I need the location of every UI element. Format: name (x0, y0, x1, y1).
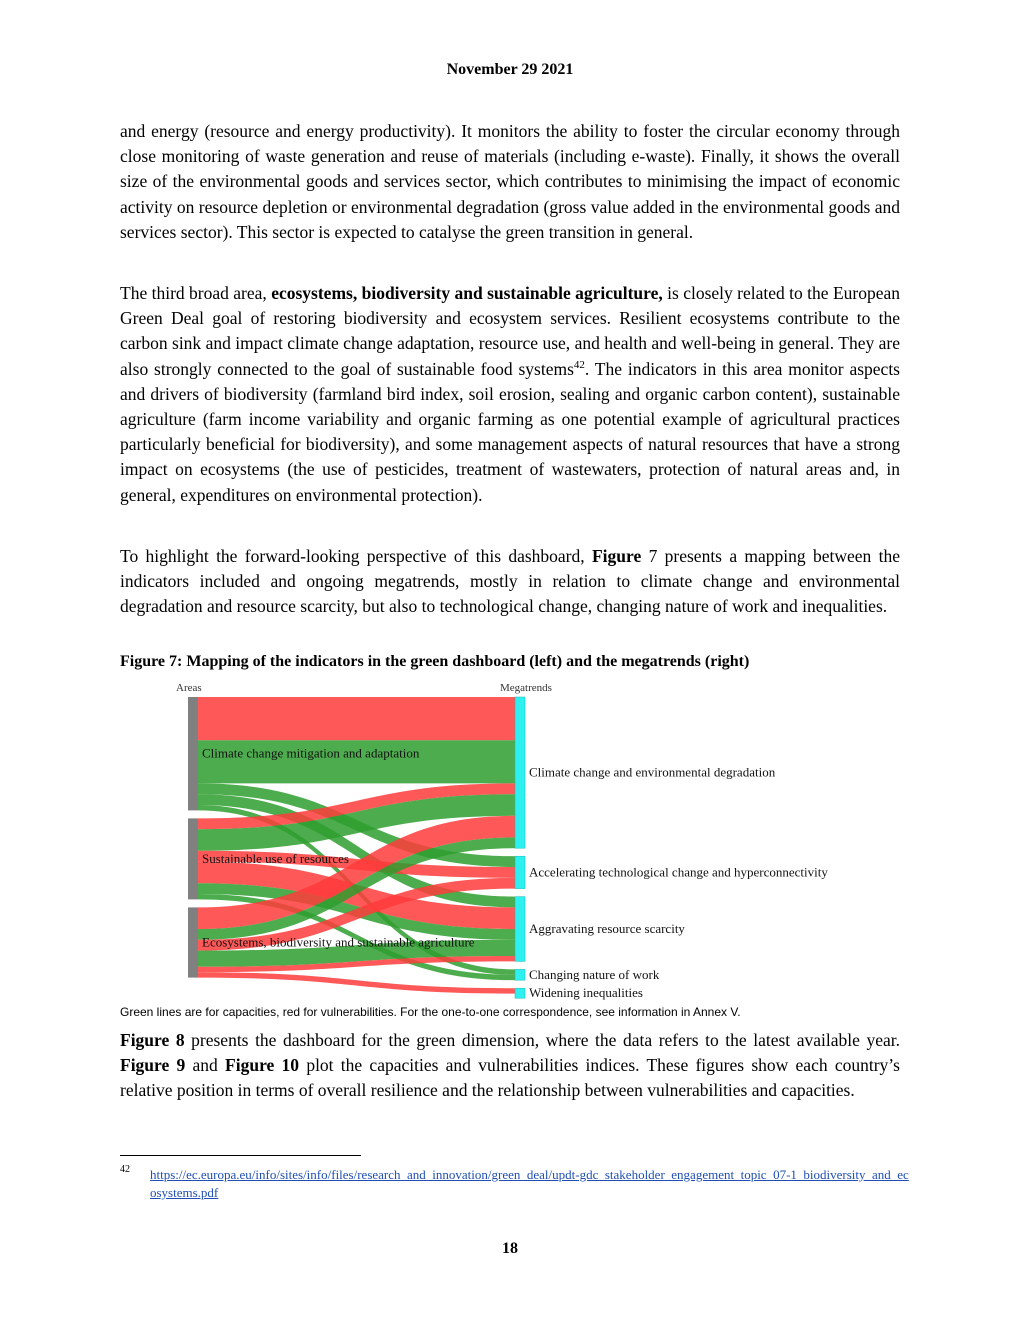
paragraph-4-text-b: and (185, 1055, 226, 1076)
paragraph-3-text-b: 7 presents a mapping between the indicators included and ongoing megatrends, mostly in relation to climate change and environmental degradation and resource scarcity, but also to technological change, changing nature of work and inequalities. (120, 546, 900, 617)
target-label-1: Accelerating technological change and hyperconnectivity (529, 864, 828, 880)
paragraph-2-text-a: The third broad area, (120, 283, 272, 303)
figure-title: Figure 7: Mapping of the indicators in the green dashboard (left) and the megatrends (right) (120, 653, 750, 670)
sankey-chart (160, 676, 880, 1001)
paragraph-4-text-a: presents the dashboard for the green dimension, where the data refers to the latest available year. (184, 1030, 900, 1050)
paragraph-4 (120, 1028, 900, 1104)
paragraph-2 (120, 281, 900, 508)
target-label-2: Aggravating resource scarcity (529, 921, 685, 936)
target-node-0 (515, 697, 525, 848)
paragraph-2-bold: ecosystems, biodiversity and sustainable agriculture, (271, 283, 663, 303)
target-label-3: Changing nature of work (529, 966, 660, 982)
target-label-0: Climate change and environmental degradation (529, 764, 776, 780)
paragraph-4-figure10-ref: Figure 10 (225, 1055, 300, 1076)
left-header: Areas (176, 682, 202, 694)
source-label-2: Ecosystems, biodiversity and sustainable agriculture (202, 934, 475, 950)
page-number: 18 (502, 1240, 518, 1257)
source-node-1 (188, 818, 198, 899)
paragraph-3-text-a: To highlight the forward-looking perspective of this dashboard, (120, 546, 592, 566)
footnote-ref-42[interactable]: 42 (573, 358, 585, 371)
source-label-1: Sustainable use of resources (202, 850, 349, 866)
source-node-2 (188, 907, 198, 977)
paragraph-4-figure8-ref: Figure 8 (120, 1030, 185, 1050)
footnote-divider (120, 1155, 361, 1156)
target-node-3 (515, 969, 525, 980)
footnote-number: 42 (120, 1164, 130, 1175)
paragraph-2-text-b: is closely related to the European Green Deal goal of restoring biodiversity and ecosystem services. Resilient ecosystems contribute to the carbon sink and impact climate change adaptation, resource use, and health and well-being in general. They are also strongly connected to the goal of sustainable food systems (120, 283, 900, 379)
paragraph-1: and energy (resource and energy productivity). It monitors the ability to foster the circular economy through close monitoring of waste generation and reuse of materials (including e-waste). Finally, it shows the overall size of the environmental goods and services sector, which contributes to minimising the impact of economic activity on resource depletion or environmental degradation (gross value added in the environmental goods and services sector). This sector is expected to catalyse the green transition in general. (120, 121, 900, 242)
target-node-2 (515, 897, 525, 962)
right-header: Megatrends (500, 682, 552, 694)
sankey-link-vulnerability-0 (198, 697, 515, 740)
footnote-link[interactable]: https://ec.europa.eu/info/sites/info/files/research_and_innovation/green_deal/updt-gdc_stakeholder_engagement_topic_07-1_biodiversity_and_ecosystems.pdf (150, 1167, 909, 1200)
page-header-date: November 29 2021 (446, 61, 574, 78)
target-label-4: Widening inequalities (529, 985, 643, 1001)
paragraph-3-figure-ref: Figure (591, 546, 642, 566)
paragraph-3 (120, 544, 900, 620)
paragraph-4-figure9-ref: Figure 9 (120, 1055, 186, 1076)
figure-note: Green lines are for capacities, red for vulnerabilities. For the one-to-one correspondence, see information in Annex V. (120, 1005, 741, 1019)
target-node-4 (515, 988, 525, 998)
target-node-1 (515, 856, 525, 888)
paragraph-4-text-c: plot the capacities and vulnerabilities indices. These figures show each country’s relative position in terms of overall resilience and the relationship between vulnerabilities and capacities. (120, 1055, 900, 1101)
paragraph-2-text-c: . The indicators in this area monitor aspects and drivers of biodiversity (farmland bird index, soil erosion, sealing and organic carbon content), sustainable agriculture (farm income variability and organic farming as one potential example of agricultural practices particularly beneficial for biodiversity), and some management aspects of natural resources that have a strong impact on ecosystems (the use of pesticides, treatment of wastewaters, protection of natural areas and, in general, expenditures on environmental protection). (120, 358, 900, 505)
source-node-0 (188, 697, 198, 810)
source-label-0: Climate change mitigation and adaptation (202, 745, 420, 761)
